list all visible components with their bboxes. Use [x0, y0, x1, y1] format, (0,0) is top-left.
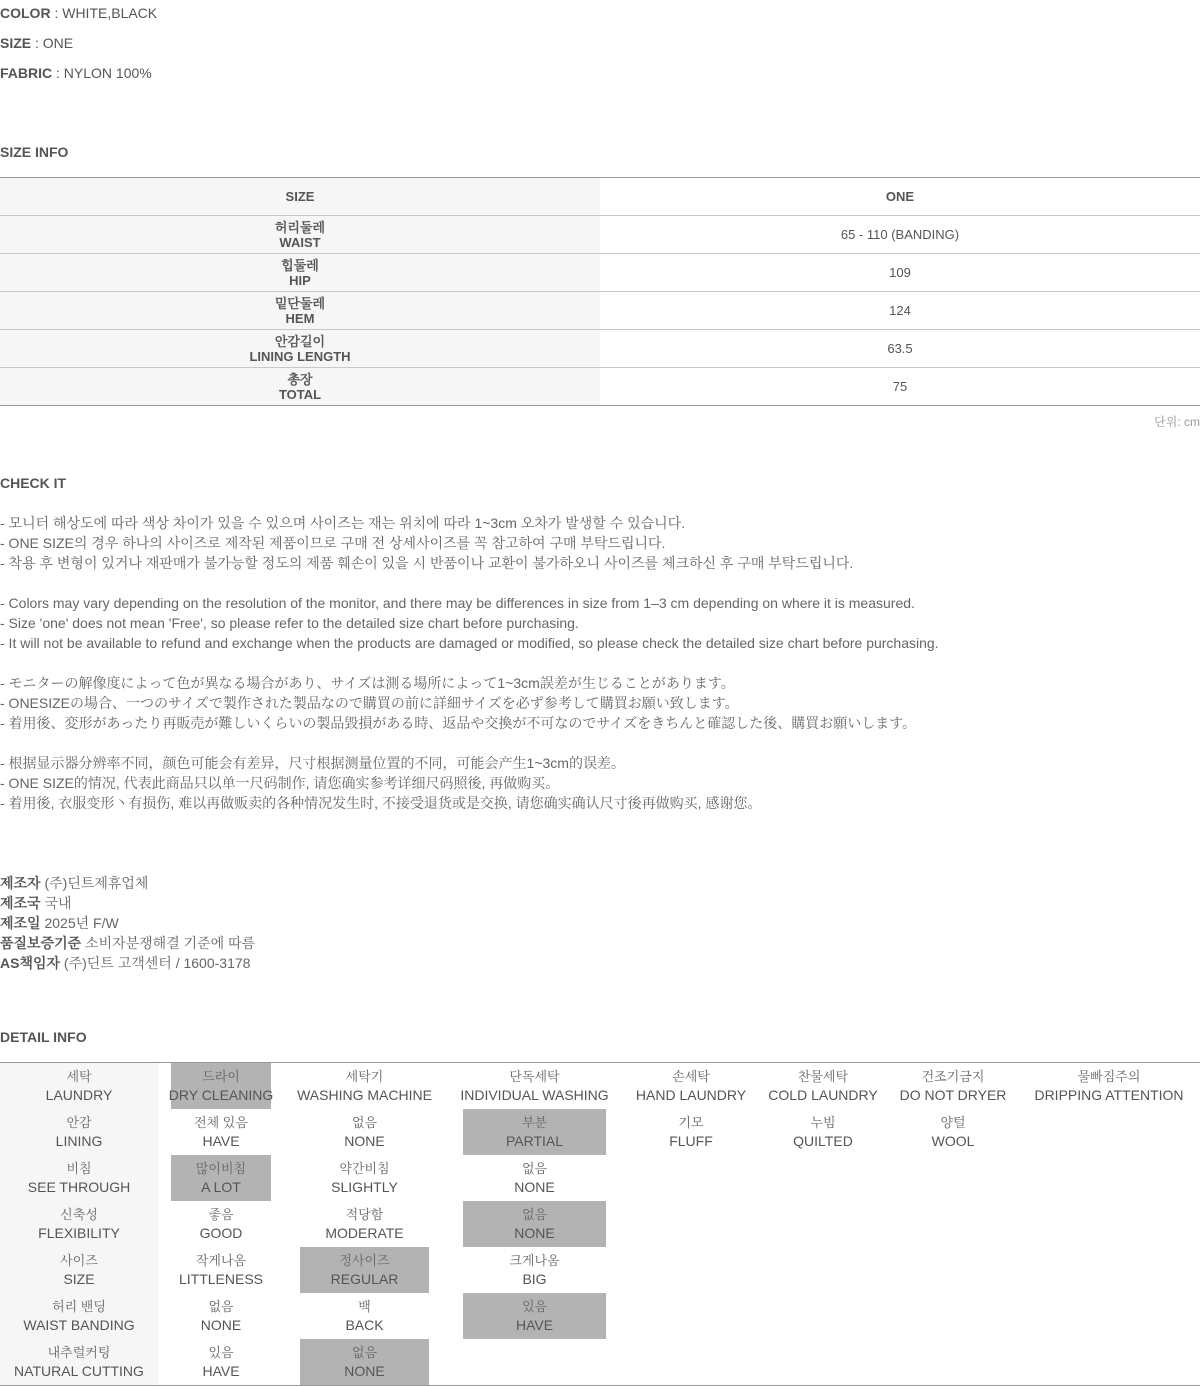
size-header-value: ONE: [885, 189, 915, 204]
spec-value: : WHITE,BLACK: [50, 5, 158, 21]
size-label-en: WAIST: [279, 234, 321, 250]
detail-option-selected: [463, 1109, 606, 1155]
detail-option: [903, 1109, 1003, 1155]
detail-row-head: [0, 1201, 158, 1247]
detail-head-ko: 사이즈: [60, 1253, 98, 1268]
maker-value: 소비자분쟁해결 기준에 따름: [81, 935, 256, 951]
size-header-label: SIZE: [0, 178, 600, 215]
detail-option: [899, 1063, 1007, 1109]
detail-option-ko: 크게나옴: [509, 1253, 560, 1268]
detail-option: [1034, 1063, 1184, 1109]
detail-option-en: WOOL: [931, 1133, 975, 1149]
detail-option: [300, 1293, 429, 1339]
size-label-en: HIP: [289, 272, 311, 288]
maker-value: 국내: [40, 895, 72, 911]
detail-row-head: [0, 1155, 158, 1201]
detail-info-title: DETAIL INFO: [0, 1029, 87, 1045]
detail-option-selected: [463, 1201, 606, 1247]
check-line: - 모니터 해상도에 따라 색상 차이가 있을 수 있으며 사이즈는 재는 위치에 따라 1~3cm 오차가 발생할 수 있습니다.: [0, 515, 686, 531]
detail-row-head: [0, 1109, 158, 1155]
size-row-value: 65 - 110 (BANDING): [840, 227, 960, 242]
maker-label: 제조국: [0, 895, 41, 911]
detail-row-head: [0, 1339, 158, 1385]
check-line: - 着用後、変形があったり再販売が難しいくらいの製品毀損がある時、返品や交換が不可なのでサイズをきちんと確認した後、購買お願いします。: [0, 715, 917, 731]
maker-line: [0, 893, 255, 913]
check-line: - モニターの解像度によって色が異なる場合があり、サイズは測る場所によって1~3cm誤差が生じることがあります。: [0, 675, 735, 691]
size-table-header: [0, 178, 1200, 216]
detail-option-selected: [171, 1155, 271, 1201]
detail-option-ko: 작게나옴: [195, 1253, 247, 1268]
size-row-label: [0, 330, 600, 367]
size-row-label: [0, 216, 600, 253]
spec-size: [0, 35, 73, 51]
detail-option-ko: 누빔: [810, 1115, 836, 1130]
detail-option-ko: 백: [358, 1299, 371, 1314]
detail-option: [636, 1109, 746, 1155]
detail-row-head: [0, 1293, 158, 1339]
detail-option-en: NONE: [514, 1179, 555, 1195]
spec-label: FABRIC: [0, 65, 53, 81]
detail-option-en: FLUFF: [669, 1133, 713, 1149]
detail-option: [171, 1247, 271, 1293]
detail-option-en: REGULAR: [330, 1271, 399, 1287]
check-line: - It will not be available to refund and exchange when the products are damaged or modified, so please check the detailed size chart before purchasing.: [0, 635, 939, 651]
check-it-ja: [0, 673, 916, 733]
detail-option-ko: 기모: [678, 1115, 704, 1130]
detail-option-ko: 손세탁: [672, 1069, 710, 1084]
detail-option: [770, 1109, 876, 1155]
maker-label: 제조자: [0, 875, 41, 891]
table-row: [0, 292, 1200, 330]
maker-label: 품질보증기준: [0, 935, 82, 951]
detail-option-en: SLIGHTLY: [331, 1179, 398, 1195]
detail-head-ko: 비침: [66, 1161, 92, 1176]
detail-head-en: SIZE: [63, 1271, 95, 1287]
detail-option: [171, 1339, 271, 1385]
maker-label: AS책임자: [0, 955, 61, 971]
spec-fabric: [0, 65, 152, 81]
detail-option-ko: 좋음: [208, 1207, 234, 1222]
detail-option-en: GOOD: [199, 1225, 243, 1241]
detail-option-ko: 없음: [521, 1207, 548, 1222]
detail-head-ko: 신축성: [60, 1207, 98, 1222]
detail-option-ko: 전체 있음: [194, 1115, 248, 1130]
size-label-ko: 허리둘레: [274, 219, 326, 235]
unit-note: 단위: cm: [1154, 415, 1200, 429]
maker-line: [0, 953, 255, 973]
check-line: - 着用後, 衣服变形丶有损伤, 难以再做贩卖的各种情况发生时, 不接受退货或是交换, 请您确实确认尺寸後再做购买, 感谢您。: [0, 795, 762, 811]
detail-option-en: HAVE: [515, 1317, 554, 1333]
detail-option-en: BACK: [345, 1317, 384, 1333]
detail-head-en: NATURAL CUTTING: [14, 1363, 144, 1379]
detail-option: [770, 1063, 876, 1109]
spec-value: : ONE: [31, 35, 74, 51]
detail-head-ko: 안감: [66, 1115, 92, 1130]
maker-line: [0, 933, 255, 953]
size-row-value: 109: [889, 265, 911, 280]
detail-option-ko: 단독세탁: [509, 1069, 560, 1084]
detail-option-en: DO NOT DRYER: [899, 1087, 1007, 1103]
size-table: [0, 177, 1200, 406]
detail-option: [297, 1063, 432, 1109]
detail-option-en: INDIVIDUAL WASHING: [460, 1087, 609, 1103]
detail-option-en: HAND LAUNDRY: [635, 1087, 747, 1103]
detail-head-en: LAUNDRY: [45, 1087, 113, 1103]
check-line: - ONE SIZE의 경우 하나의 사이즈로 제작된 제품이므로 구매 전 상세사이즈를 꼭 참고하여 구매 부탁드립니다.: [0, 535, 666, 551]
detail-option-ko: 정사이즈: [339, 1253, 390, 1268]
size-row-value: 75: [892, 379, 908, 394]
detail-option-en: COLD LAUNDRY: [768, 1087, 878, 1103]
check-line: - Size 'one' does not mean 'Free', so please refer to the detailed size chart before purchasing.: [0, 615, 579, 631]
detail-head-en: SEE THROUGH: [27, 1179, 131, 1195]
size-info-title: SIZE INFO: [0, 144, 69, 160]
detail-option-ko: 없음: [208, 1299, 234, 1314]
table-row: [0, 330, 1200, 368]
check-it-en: [0, 593, 939, 653]
detail-head-ko: 내추럴커팅: [47, 1345, 111, 1360]
maker-label: 제조일: [0, 915, 41, 931]
maker-value: (주)딘트 고객센터 / 1600-3178: [60, 955, 251, 971]
size-row-label: [0, 254, 600, 291]
detail-option-en: NONE: [344, 1363, 385, 1379]
detail-option-en: A LOT: [201, 1179, 241, 1195]
detail-option-en: PARTIAL: [505, 1133, 564, 1149]
detail-option-ko: 없음: [521, 1161, 548, 1176]
detail-option: [171, 1201, 271, 1247]
detail-option-en: LITTLENESS: [178, 1271, 264, 1287]
detail-head-en: LINING: [55, 1133, 103, 1149]
size-row-value: 63.5: [887, 341, 913, 356]
detail-head-en: FLEXIBILITY: [38, 1225, 120, 1241]
detail-head-en: WAIST BANDING: [23, 1317, 135, 1333]
check-line: - Colors may vary depending on the resolution of the monitor, and there may be differences in size from 1–3 cm depending on where it is measured.: [0, 595, 915, 611]
size-label-ko: 밑단둘레: [274, 295, 326, 311]
size-row-value: 124: [889, 303, 911, 318]
size-label-ko: 안감길이: [274, 333, 326, 349]
detail-option-ko: 있음: [208, 1345, 234, 1360]
size-label-en: TOTAL: [278, 386, 322, 402]
detail-option-selected: [463, 1293, 606, 1339]
detail-option: [300, 1155, 429, 1201]
spec-color: [0, 5, 157, 21]
check-it-title: CHECK IT: [0, 475, 67, 491]
detail-option-ko: 있음: [521, 1299, 548, 1314]
maker-value: 2025년 F/W: [40, 915, 119, 931]
check-it-zh: [0, 753, 761, 813]
size-label-ko: 힙둘레: [281, 257, 319, 273]
detail-option-en: NONE: [514, 1225, 555, 1241]
detail-option-en: BIG: [522, 1271, 547, 1287]
detail-option-ko: 없음: [351, 1345, 378, 1360]
table-row: [0, 216, 1200, 254]
detail-option-ko: 찬물세탁: [797, 1069, 849, 1084]
detail-row-head: [0, 1063, 158, 1109]
detail-option: [463, 1155, 606, 1201]
detail-option-ko: 많이비침: [195, 1161, 247, 1176]
spec-value: : NYLON 100%: [52, 65, 152, 81]
detail-option-selected: [168, 1063, 274, 1109]
check-line: - ONESIZEの場合、一つのサイズで製作された製品なので購買の前に詳細サイズを必ず参考して購買お願い致します。: [0, 695, 739, 711]
spec-label: SIZE: [0, 35, 32, 51]
detail-option-en: QUILTED: [793, 1133, 853, 1149]
size-row-label: [0, 368, 600, 405]
detail-option-ko: 없음: [351, 1115, 378, 1130]
size-label-en: HEM: [285, 310, 315, 326]
detail-option-en: WASHING MACHINE: [297, 1087, 432, 1103]
detail-option-ko: 드라이: [202, 1069, 240, 1084]
detail-head-ko: 세탁: [66, 1069, 92, 1084]
detail-option-en: DRIPPING ATTENTION: [1034, 1087, 1184, 1103]
detail-row-head: [0, 1247, 158, 1293]
detail-option: [636, 1063, 746, 1109]
detail-option-ko: 물빠짐주의: [1077, 1069, 1141, 1084]
check-line: - 根据显示器分辨率不同，颜色可能会有差异，尺寸根据测量位置的不同，可能会产生1~3cm的误差。: [0, 755, 625, 771]
detail-option-en: NONE: [200, 1317, 242, 1333]
table-row: [0, 368, 1200, 406]
detail-option-en: DRY CLEANING: [168, 1087, 274, 1103]
detail-option-en: NONE: [344, 1133, 385, 1149]
detail-option-ko: 세탁기: [345, 1069, 384, 1084]
detail-head-ko: 허리 밴딩: [52, 1299, 106, 1314]
check-it-ko: [0, 513, 853, 573]
detail-option: [300, 1109, 429, 1155]
detail-option-ko: 적당함: [345, 1207, 384, 1222]
detail-option: [460, 1063, 609, 1109]
table-row: [0, 254, 1200, 292]
detail-option-en: MODERATE: [325, 1225, 404, 1241]
size-label-en: LINING LENGTH: [249, 348, 351, 364]
check-line: - ONE SIZE的情况, 代表此商品只以单一尺码制作, 请您确实参考详细尺码照後, 再做购买。: [0, 775, 560, 791]
spec-label: COLOR: [0, 5, 51, 21]
detail-option-ko: 약간비침: [339, 1161, 390, 1176]
detail-option: [171, 1293, 271, 1339]
size-label-ko: 총장: [287, 371, 313, 387]
size-row-label: [0, 292, 600, 329]
maker-line: [0, 913, 255, 933]
detail-info-grid: [0, 1062, 1200, 1386]
detail-option: [171, 1109, 271, 1155]
maker-value: (주)딘트제휴업체: [40, 875, 149, 891]
detail-option: [463, 1247, 606, 1293]
detail-option-en: HAVE: [202, 1363, 240, 1379]
detail-option-selected: [300, 1247, 429, 1293]
check-line: - 착용 후 변형이 있거나 재판매가 불가능할 정도의 제품 훼손이 있을 시 반품이나 교환이 불가하오니 사이즈를 체크하신 후 구매 부탁드립니다.: [0, 555, 854, 571]
detail-option-en: HAVE: [202, 1133, 240, 1149]
detail-option: [300, 1201, 429, 1247]
detail-option-selected: [300, 1339, 429, 1385]
detail-option-ko: 부분: [521, 1115, 548, 1130]
detail-option-ko: 양털: [940, 1115, 966, 1130]
detail-option-ko: 건조기금지: [921, 1069, 985, 1084]
maker-line: [0, 873, 255, 893]
maker-info: [0, 873, 255, 973]
